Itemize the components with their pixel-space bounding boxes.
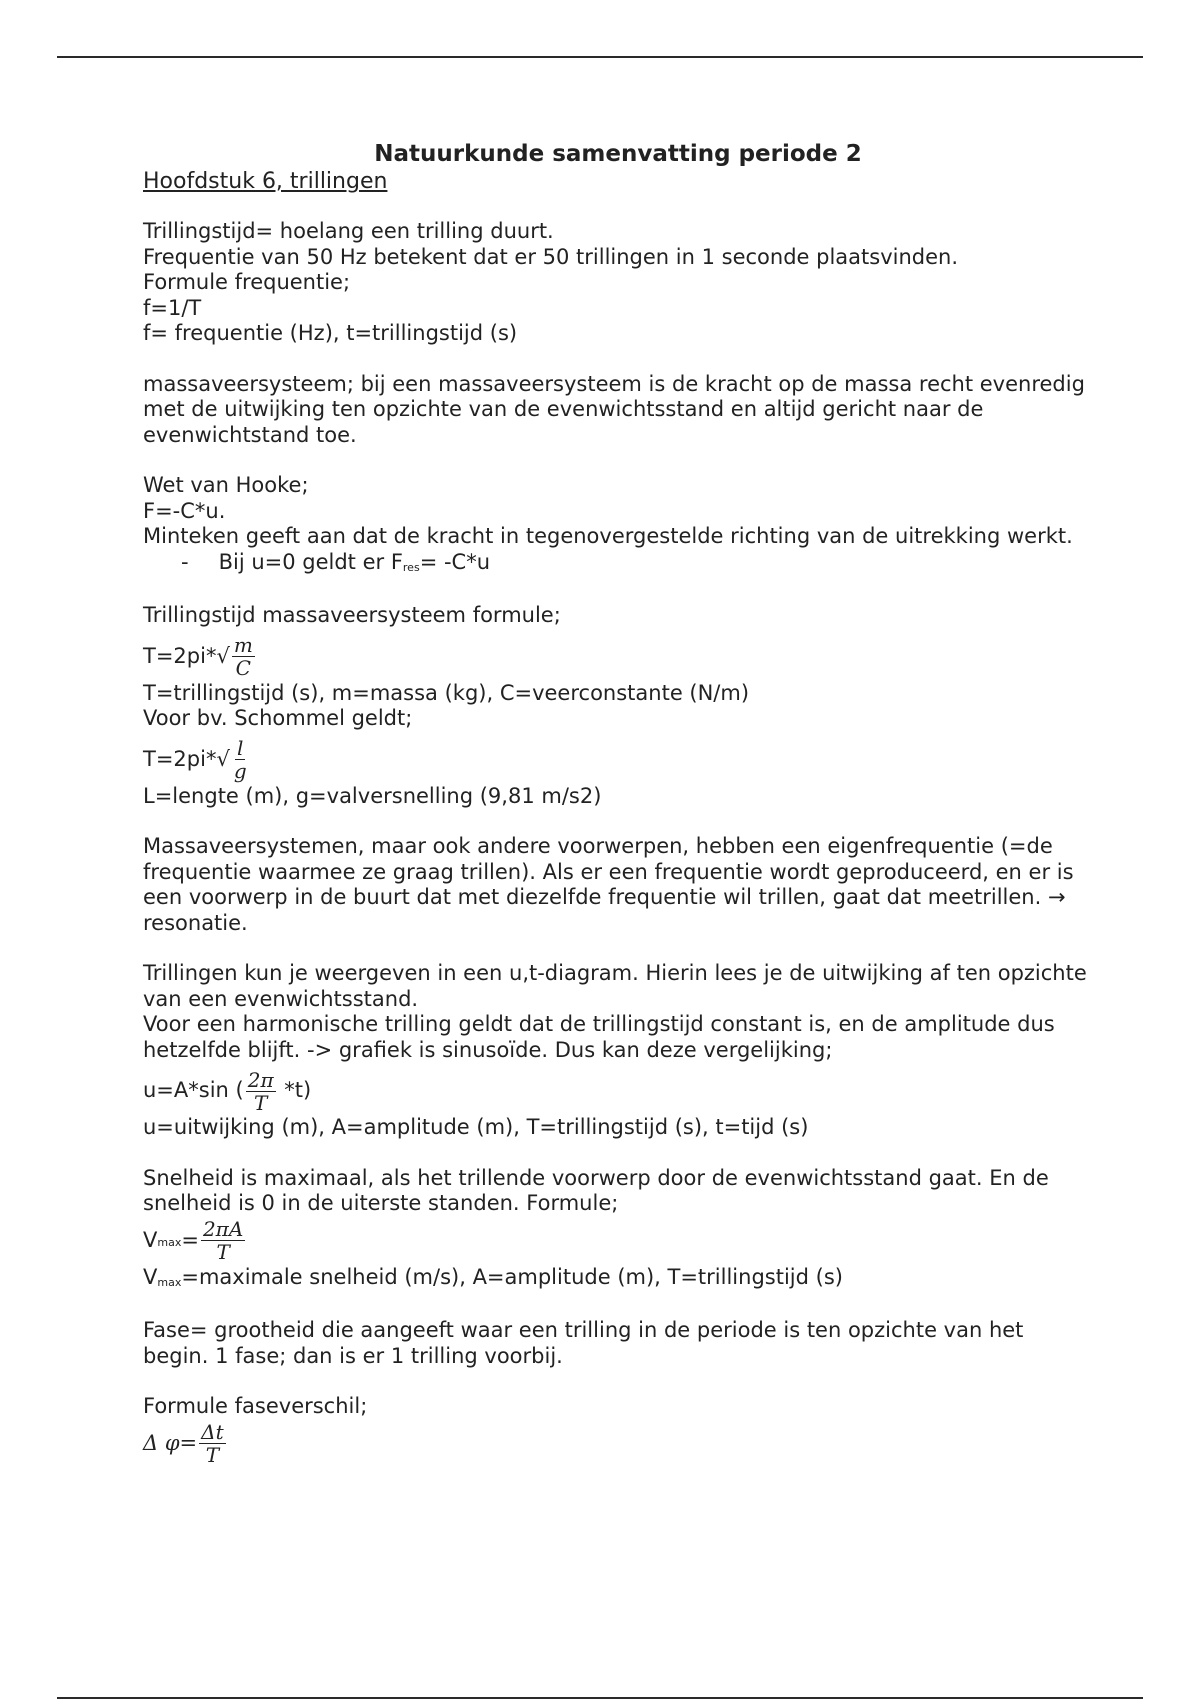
fraction-denominator: T (205, 1443, 220, 1467)
text-line: L=lengte (m), g=valversnelling (9,81 m/s2) (143, 783, 602, 808)
text-line: Trillingstijd= hoelang een trilling duurt. (143, 219, 554, 243)
fraction (232, 634, 255, 679)
text-line: F=-C*u. (143, 498, 226, 523)
formula-displacement (143, 1067, 1093, 1115)
paragraph-phase-difference (143, 1394, 1093, 1468)
formula-max-speed (143, 1217, 1093, 1265)
formula-period-spring (143, 633, 1093, 681)
text-line: T=trillingstijd (s), m=massa (kg), C=veerconstante (N/m) (143, 680, 750, 705)
formula-prefix: T=2pi*√ (143, 643, 230, 668)
formula-symbol: V (143, 1227, 158, 1252)
paragraph-trillingstijd (143, 603, 1093, 809)
fraction-denominator: C (235, 656, 251, 680)
footer-rule (57, 1697, 1143, 1699)
formula-symbol: V (143, 1264, 158, 1289)
fraction-numerator: l (237, 736, 244, 760)
text-line: Wet van Hooke; (143, 473, 309, 497)
bullet-item (143, 550, 1093, 579)
bullet-text: = -C*u (419, 549, 491, 574)
fraction (199, 1421, 225, 1466)
text-line: Snelheid is maximaal, als het trillende voorwerp door de evenwichtsstand gaat. En de snelheid is 0 in de uiterste standen. Formule; (143, 1165, 1049, 1215)
fraction-numerator: m (233, 633, 253, 657)
text-line: Trillingstijd massaveersysteem formule; (143, 603, 561, 627)
formula-period-pendulum (143, 736, 1093, 784)
text-line: Voor een harmonische trilling geldt dat de trillingstijd constant is, en de amplitude dus hetzelfde blijft. -> grafiek is sinusoïde. Dus kan deze vergelijking; (143, 1012, 1055, 1062)
text-line (143, 1265, 1093, 1294)
document-title: Natuurkunde samenvatting periode 2 (374, 141, 862, 167)
bullet-text: Bij u=0 geldt er F (218, 549, 403, 574)
fraction-numerator: 2πA (202, 1217, 244, 1241)
text-line: Minteken geeft aan dat de kracht in tegenovergestelde richting van de uitrekking werkt. (143, 524, 1073, 548)
text-fragment: =maximale snelheid (m/s), A=amplitude (m), T=trillingstijd (s) (181, 1264, 843, 1289)
text-line: f= frequentie (Hz), t=trillingstijd (s) (143, 321, 518, 345)
bullet-dash: - (181, 549, 189, 574)
fraction (246, 1069, 276, 1114)
formula-prefix: u=A*sin ( (143, 1078, 244, 1103)
fraction (201, 1218, 245, 1263)
fraction-denominator: T (216, 1240, 230, 1264)
subscript: max (157, 1235, 182, 1249)
text-line: Trillingen kun je weergeven in een u,t-diagram. Hierin lees je de uitwijking af ten opzichte van een evenwichtsstand. (143, 961, 1087, 1011)
paragraph-resonance: Massaveersystemen, maar ook andere voorwerpen, hebben een eigenfrequentie (=de frequentie waarmee ze graag trillen). Als er een frequentie wordt geproduceerd, en er is een voorwerp in de buurt dat met diezelfde frequentie wil trillen, gaat dat meetrillen. → resonatie. (143, 834, 1074, 935)
header-rule (57, 56, 1143, 58)
document-body (143, 140, 1093, 1493)
paragraph-frequency (143, 219, 1093, 347)
fraction (232, 737, 249, 782)
text-line: Formule frequentie; (143, 270, 351, 294)
subscript: max (157, 1275, 182, 1289)
paragraph-max-speed (143, 1166, 1093, 1294)
text-line: u=uitwijking (m), A=amplitude (m), T=trillingstijd (s), t=tijd (s) (143, 1115, 809, 1139)
formula-phase-difference (143, 1420, 1093, 1468)
fraction-denominator: g (233, 759, 247, 783)
paragraph-massaveersysteem: massaveersysteem; bij een massaveersysteem is de kracht op de massa recht evenredig met de uitwijking ten opzichte van de evenwichtsstand en altijd gericht naar de evenwichtstand toe. (143, 371, 1085, 447)
formula-prefix: T=2pi*√ (143, 746, 230, 771)
fraction-numerator: Δt (201, 1420, 224, 1444)
fraction-denominator: T (254, 1090, 268, 1115)
fraction-numerator: 2π (247, 1067, 274, 1092)
text-line: Voor bv. Schommel geldt; (143, 706, 413, 730)
subscript: res (402, 560, 420, 574)
formula-suffix: *t) (277, 1078, 312, 1103)
paragraph-hooke (143, 473, 1093, 578)
text-line: f=1/T (143, 295, 202, 320)
paragraph-phase: Fase= grootheid die aangeeft waar een trilling in de periode is ten opzichte van het begin. 1 fase; dan is er 1 trilling voorbij. (143, 1318, 1024, 1368)
text-line: Frequentie van 50 Hz betekent dat er 50 trillingen in 1 seconde plaatsvinden. (143, 244, 959, 269)
formula-equals: = (181, 1227, 199, 1252)
formula-prefix: Δ φ= (143, 1430, 198, 1455)
text-line: Formule faseverschil; (143, 1394, 368, 1418)
paragraph-ut-diagram (143, 961, 1093, 1141)
chapter-heading: Hoofdstuk 6, trillingen (143, 169, 388, 194)
